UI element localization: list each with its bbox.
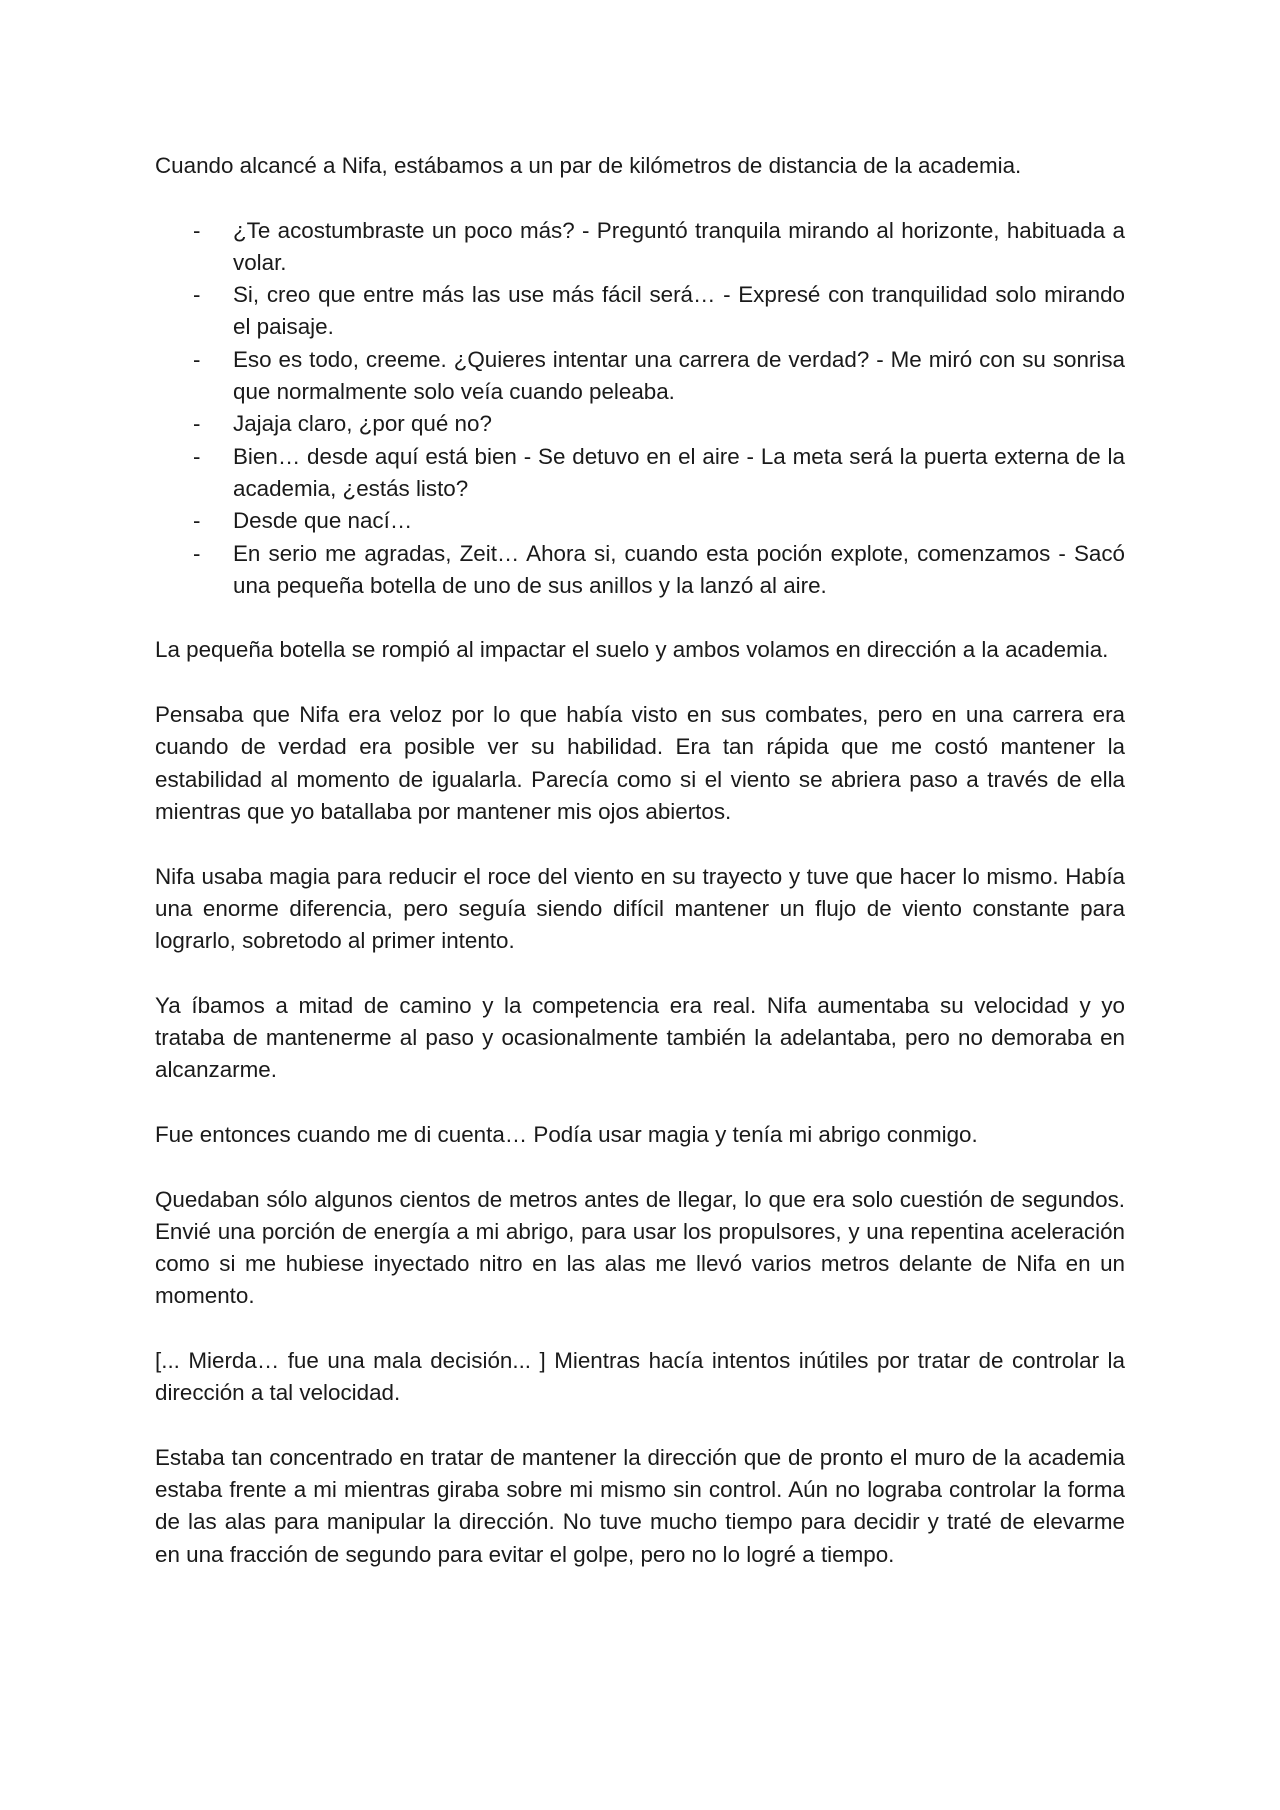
dialogue-line [155,505,1125,537]
dialogue-line [155,538,1125,603]
dialogue-text: Si, creo que entre más las use más fácil será… - Expresé con tranquilidad solo mirando el paisaje. [233,282,1125,340]
dialogue-text: ¿Te acostumbraste un poco más? - Preguntó tranquila mirando al horizonte, habituada a volar. [233,217,1125,275]
dialogue-text: Bien… desde aquí está bien - Se detuvo en el aire - La meta será la puerta externa de la academia, ¿estás listo? [233,443,1125,501]
dialogue-line [155,408,1125,440]
dialogue-dash: - [193,443,201,469]
dialogue-text: Jajaja claro, ¿por qué no? [233,411,492,437]
body-paragraph: La pequeña botella se rompió al impactar el suelo y ambos volamos en dirección a la academia. [155,637,1109,663]
document-page [155,150,1125,1603]
dialogue-dash: - [193,411,201,437]
intro-paragraph: Cuando alcancé a Nifa, estábamos a un par de kilómetros de distancia de la academia. [155,153,1022,178]
dialogue-dash: - [193,540,201,566]
body-paragraph: Ya íbamos a mitad de camino y la competencia era real. Nifa aumentaba su velocidad y yo trataba de mantenerme al paso y ocasionalmente también la adelantaba, pero no demoraba en alcanzarme. [155,992,1125,1083]
dialogue-text: Desde que nací… [233,508,413,534]
dialogue-dash: - [193,217,201,243]
dialogue-dash: - [193,282,201,308]
body-paragraph: Quedaban sólo algunos cientos de metros antes de llegar, lo que era solo cuestión de segundos. Envié una porción de energía a mi abrigo, para usar los propulsores, y una repentina aceleración como si me hubiese inyectado nitro en las alas me llevó varios metros delante de Nifa en un momento. [155,1186,1125,1309]
body-paragraph: Nifa usaba magia para reducir el roce del viento en su trayecto y tuve que hacer lo mismo. Había una enorme diferencia, pero seguía siendo difícil mantener un flujo de viento constante para lograrlo, sobretodo al primer intento. [155,863,1125,954]
dialogue-text: En serio me agradas, Zeit… Ahora si, cuando esta poción explote, comenzamos - Sacó una pequeña botella de uno de sus anillos y la lanzó al aire. [233,540,1125,598]
dialogue-dash: - [193,508,201,534]
dialogue-line [155,344,1125,409]
body-paragraph: Fue entonces cuando me di cuenta… Podía usar magia y tenía mi abrigo conmigo. [155,1121,978,1147]
body-paragraph: [... Mierda… fue una mala decisión... ] Mientras hacía intentos inútiles por tratar de controlar la dirección a tal velocidad. [155,1347,1125,1406]
dialogue-line [155,441,1125,506]
dialogue-dash: - [193,346,201,372]
dialogue-line [155,279,1125,344]
body-paragraph: Pensaba que Nifa era veloz por lo que había visto en sus combates, pero en una carrera era cuando de verdad era posible ver su habilidad. Era tan rápida que me costó mantener la estabilidad al momento de igualarla. Parecía como si el viento se abriera paso a través de ella mientras que yo batallaba por mantener mis ojos abiertos. [155,702,1125,824]
dialogue-line [155,215,1125,280]
body-paragraph: Estaba tan concentrado en tratar de mantener la dirección que de pronto el muro de la academia estaba frente a mi mientras giraba sobre mi mismo sin control. Aún no lograba controlar la forma de las alas para manipular la dirección. No tuve mucho tiempo para decidir y traté de elevarme en una fracción de segundo para evitar el golpe, pero no lo logré a tiempo. [155,1444,1125,1567]
dialogue-text: Eso es todo, creeme. ¿Quieres intentar una carrera de verdad? - Me miró con su sonrisa que normalmente solo veía cuando peleaba. [233,346,1125,405]
dialogue-list [155,215,1125,603]
